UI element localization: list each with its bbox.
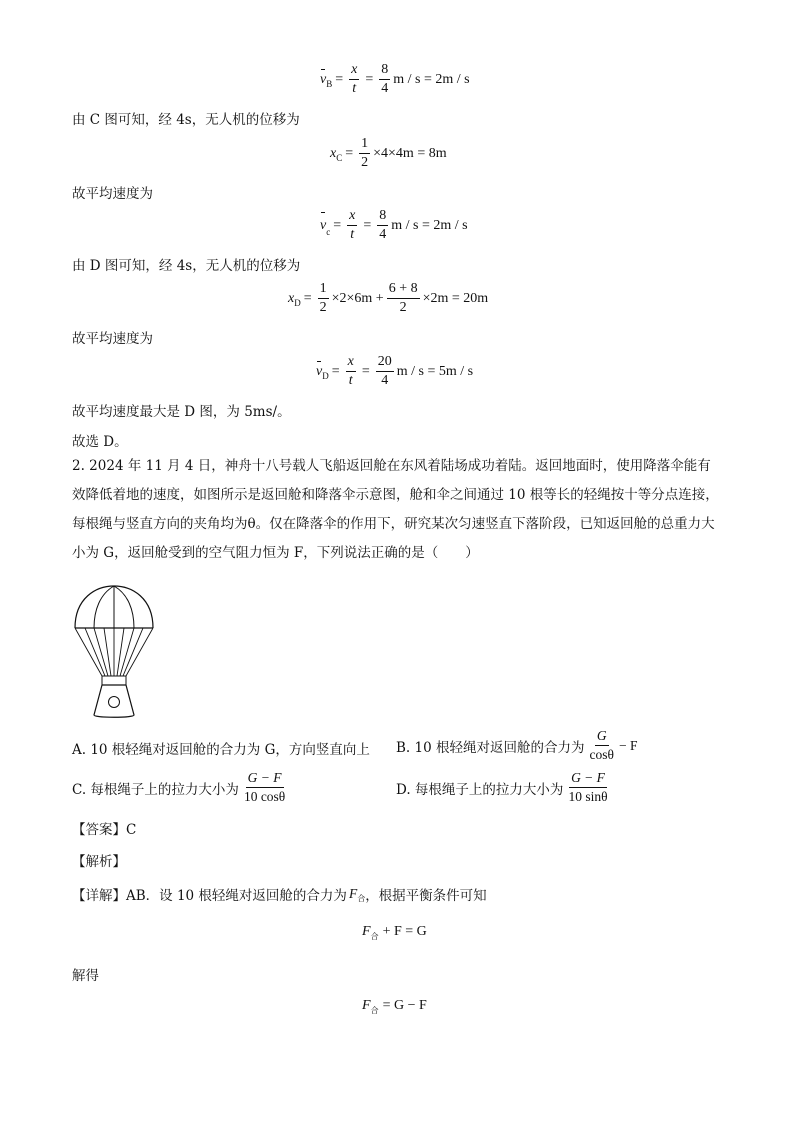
eq-tail: ×2m = 20m	[422, 290, 489, 306]
option-D[interactable]	[396, 770, 613, 805]
den: cosθ	[589, 747, 614, 762]
num: x	[346, 354, 356, 372]
option-A-text: A. 10 根轻绳对返回舱的合力为 G，方向竖直向上	[72, 742, 370, 758]
equation-xD: x D = $\frac{1}{2}$ ×2×6m + $\frac{6 + 8}{2}$ ×2m = 20m	[288, 281, 489, 315]
text-line: 故选 D。	[72, 434, 128, 450]
fraction	[587, 728, 615, 763]
sub-D: D	[322, 370, 329, 381]
option-D-text: D. 每根绳子上的拉力大小为	[396, 781, 564, 798]
var-F: F	[362, 924, 371, 939]
eq-tail: + F = G	[382, 924, 427, 939]
question-2: 2. 2024 年 11 月 4 日，神舟十八号载人飞船返回舱在东风着陆场成功着陆。返回地面时，使用降落伞能有效降低着地的速度，如图所示是返回舱和降落伞示意图，舱和伞之间通过 10 根等长的轻绳按十等分点连接，每根绳与竖直方向的夹角均为θ。仅在降落伞的作用下，研究某次匀速竖直下落阶段，已知返回舱的总重力大小为 G，返回舱受到的空气阻力恒为 F，下列说法正确的是（ ）	[72, 458, 719, 561]
num: x	[349, 62, 359, 80]
sub-C: C	[336, 152, 343, 163]
fraction	[347, 208, 357, 243]
var-F: F	[362, 998, 371, 1013]
num: 1	[318, 281, 329, 299]
sub-D: D	[294, 297, 301, 308]
text-line: 由 D 图可知，经 4s，无人机的位移为	[72, 258, 301, 274]
den: 2	[361, 155, 369, 170]
fraction	[349, 62, 359, 97]
sub-B: B	[326, 78, 333, 89]
option-B-tail: − F	[618, 737, 638, 753]
den: 2	[399, 300, 407, 315]
num: 8	[379, 62, 390, 80]
detail-tail: ，根据平衡条件可知	[365, 888, 487, 904]
den: 4	[379, 227, 387, 242]
parachute-capsule-figure	[72, 584, 156, 724]
eq-tail: m / s = 2m / s	[393, 71, 470, 87]
den: t	[348, 373, 353, 388]
den: t	[350, 227, 355, 242]
var-v: v	[320, 217, 327, 233]
equation-result	[362, 998, 427, 1014]
num: 1	[359, 136, 370, 154]
num: G − F	[246, 770, 284, 788]
text-line: 故平均速度为	[72, 331, 153, 347]
equation-vC: v c = $\frac{x}{t}$ = $\frac{8}{4}$ m / s = 2m / s	[320, 208, 468, 242]
detail-text: 【详解】AB．设 10 根轻绳对返回舱的合力为	[72, 888, 347, 904]
fraction	[376, 354, 394, 389]
fraction	[242, 770, 287, 805]
var-F: F	[348, 886, 358, 901]
fraction	[346, 354, 356, 389]
var-v: v	[316, 363, 323, 379]
eq-mid: ×2×6m +	[331, 290, 384, 306]
var-x: x	[330, 145, 337, 161]
den: 2	[319, 300, 327, 315]
fraction	[377, 208, 388, 243]
text-line: 故平均速度最大是 D 图，为 5ms/。	[72, 404, 291, 420]
option-B-text: B. 10 根轻绳对返回舱的合力为	[396, 739, 585, 756]
fraction	[318, 281, 329, 316]
num: 6 + 8	[387, 281, 420, 299]
sub-he: 合	[370, 1005, 379, 1015]
num: G − F	[569, 770, 607, 788]
equation-vB: v B = $\frac{x}{t}$ = $\frac{8}{4}$ m / s = 2m / s	[320, 62, 470, 96]
sub-he: 合	[357, 893, 366, 903]
text-line: 由 C 图可知，经 4s，无人机的位移为	[72, 112, 300, 128]
eq-tail: = G − F	[382, 998, 427, 1013]
fraction	[566, 770, 609, 805]
den: t	[352, 81, 357, 96]
num: x	[347, 208, 357, 226]
fraction	[387, 281, 420, 316]
num: G	[595, 728, 609, 746]
text-line: 故平均速度为	[72, 186, 153, 202]
text-line: 解得	[72, 968, 99, 984]
fraction	[379, 62, 390, 97]
den: 4	[381, 81, 389, 96]
den: 10 cosθ	[243, 789, 286, 804]
option-B[interactable]	[396, 728, 637, 763]
den: 10 sinθ	[568, 789, 608, 804]
den: 4	[381, 373, 389, 388]
sub-he: 合	[370, 931, 379, 941]
num: 8	[377, 208, 388, 226]
equation-xC: x C = $\frac{1}{2}$ ×4×4m = 8m	[330, 136, 447, 170]
sub-c: c	[326, 226, 331, 237]
equation-vD: v D = $\frac{x}{t}$ = $\frac{20}{4}$ m / s = 5m / s	[316, 354, 474, 388]
option-C-text: C. 每根绳子上的拉力大小为	[72, 781, 239, 798]
option-A[interactable]	[72, 738, 370, 758]
var-x: x	[288, 290, 295, 306]
eq-tail: m / s = 2m / s	[391, 217, 468, 233]
answer-label: 【答案】C	[72, 822, 137, 838]
eq-tail: m / s = 5m / s	[396, 363, 474, 379]
fraction	[359, 136, 370, 171]
num: 20	[376, 354, 394, 372]
equation-balance	[362, 924, 427, 940]
option-C[interactable]	[72, 770, 290, 805]
var-v: v	[320, 71, 327, 87]
eq-tail: ×4×4m = 8m	[373, 145, 447, 161]
detail-line	[72, 884, 487, 904]
analysis-label: 【解析】	[72, 854, 126, 870]
